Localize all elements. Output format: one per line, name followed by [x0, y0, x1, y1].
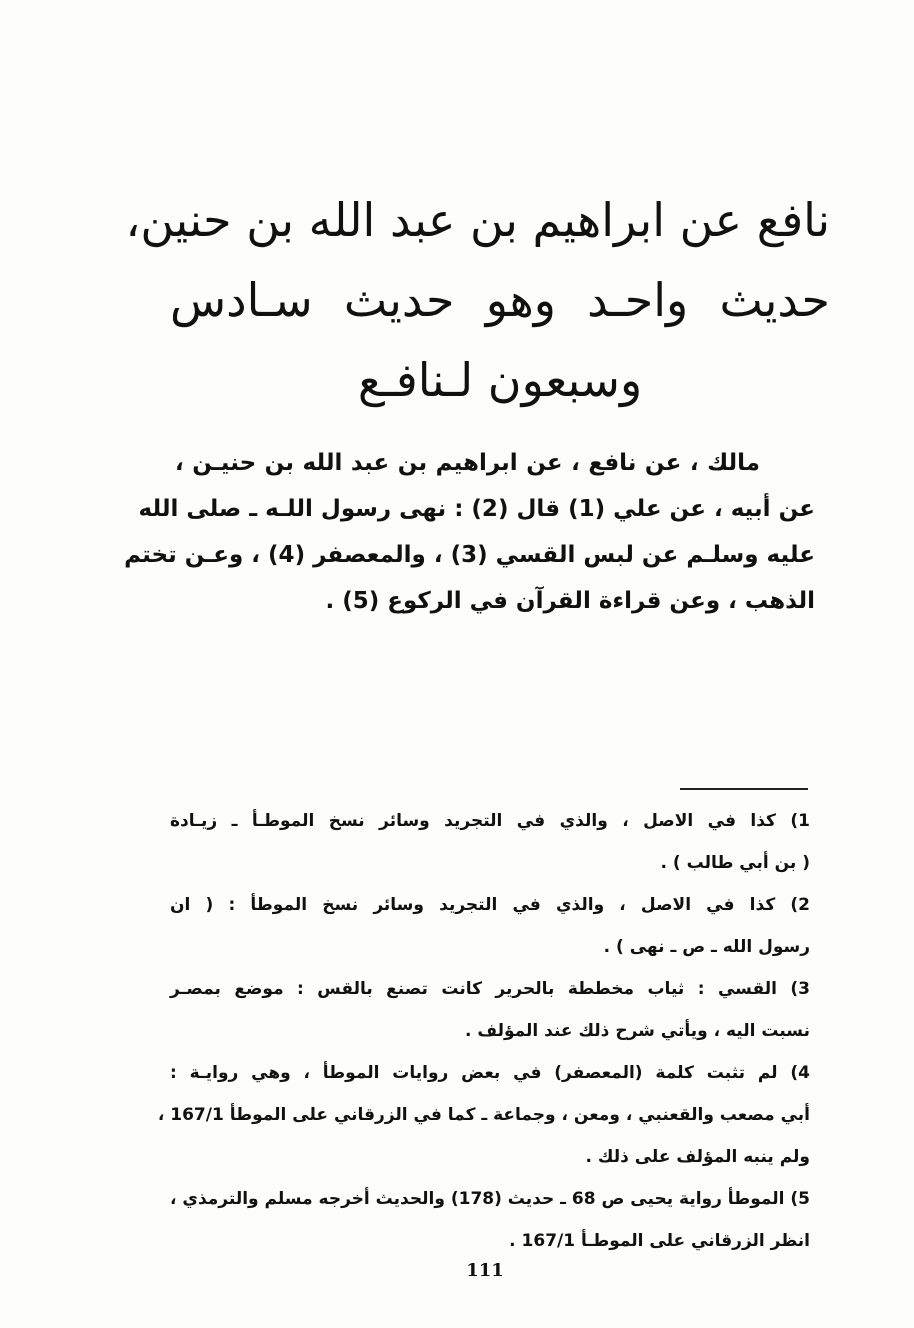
- footnote-line: 1) كذا في الاصل ، والذي في التجريد وسائر نسخ الموطـأ ـ زيـادة: [170, 811, 810, 831]
- footnote-line: نسبت اليه ، ويأتي شرح ذلك عند المؤلف .: [464, 1021, 810, 1041]
- body-line-1: مالك ، عن نافع ، عن ابراهيم بن عبد الله بن حنيـن ،: [175, 450, 760, 476]
- footnotes: [157, 800, 811, 1262]
- footnote-line: ( بن أبي طالب ) .: [660, 853, 810, 873]
- footnote-3: [170, 968, 810, 1052]
- footnote-5: [170, 1178, 810, 1262]
- footnote-line: رسول الله ـ ص ـ نهى ) .: [603, 937, 810, 957]
- footnote-line: انظر الزرقاني على الموطـأ 167/1 .: [509, 1231, 810, 1251]
- footnote-line: 4) لم تثبت كلمة (المعصفر) في بعض روايات الموطأ ، وهي روايـة :: [170, 1063, 810, 1083]
- body-line-2: عن أبيه ، عن علي (1) قال (2) : نهى رسول اللـه ـ صلى الله: [138, 496, 815, 522]
- heading-line-3: وسبعون لـنافـع: [357, 353, 643, 407]
- footnote-4: [157, 1052, 810, 1178]
- body-line-4: الذهب ، وعن قراءة القرآن في الركوع (5) .: [325, 588, 815, 614]
- footnote-2: [170, 884, 810, 968]
- body-line-3: عليه وسلـم عن لبس القسي (3) ، والمعصفر (4) ، وعـن تختم: [124, 542, 815, 568]
- heading-line-1: نافع عن ابراهيم بن عبد الله بن حنين،: [125, 193, 830, 247]
- footnote-separator: [680, 788, 808, 790]
- footnote-line: أبي مصعب والقعنبي ، ومعن ، وجماعة ـ كما في الزرقاني على الموطأ 167/1 ،: [157, 1105, 810, 1125]
- footnote-1: [170, 800, 810, 884]
- footnote-line: 3) القسي : ثياب مخططة بالحرير كانت تصنع بالقس : موضع بمصـر: [170, 979, 810, 999]
- chapter-heading: [125, 180, 830, 420]
- footnote-line: 5) الموطأ رواية يحيى ص 68 ـ حديث (178) والحديث أخرجه مسلم والترمذي ،: [170, 1189, 811, 1209]
- page-number: 111: [466, 1260, 504, 1281]
- footnote-line: 2) كذا في الاصل ، والذي في التجريد وسائر نسخ الموطأ : ( ان: [170, 895, 810, 915]
- heading-line-2: حديث واحـد وهو حديث سـادس: [170, 273, 830, 327]
- footnote-line: ولم ينبه المؤلف على ذلك .: [585, 1147, 810, 1167]
- hadith-text: [124, 440, 815, 624]
